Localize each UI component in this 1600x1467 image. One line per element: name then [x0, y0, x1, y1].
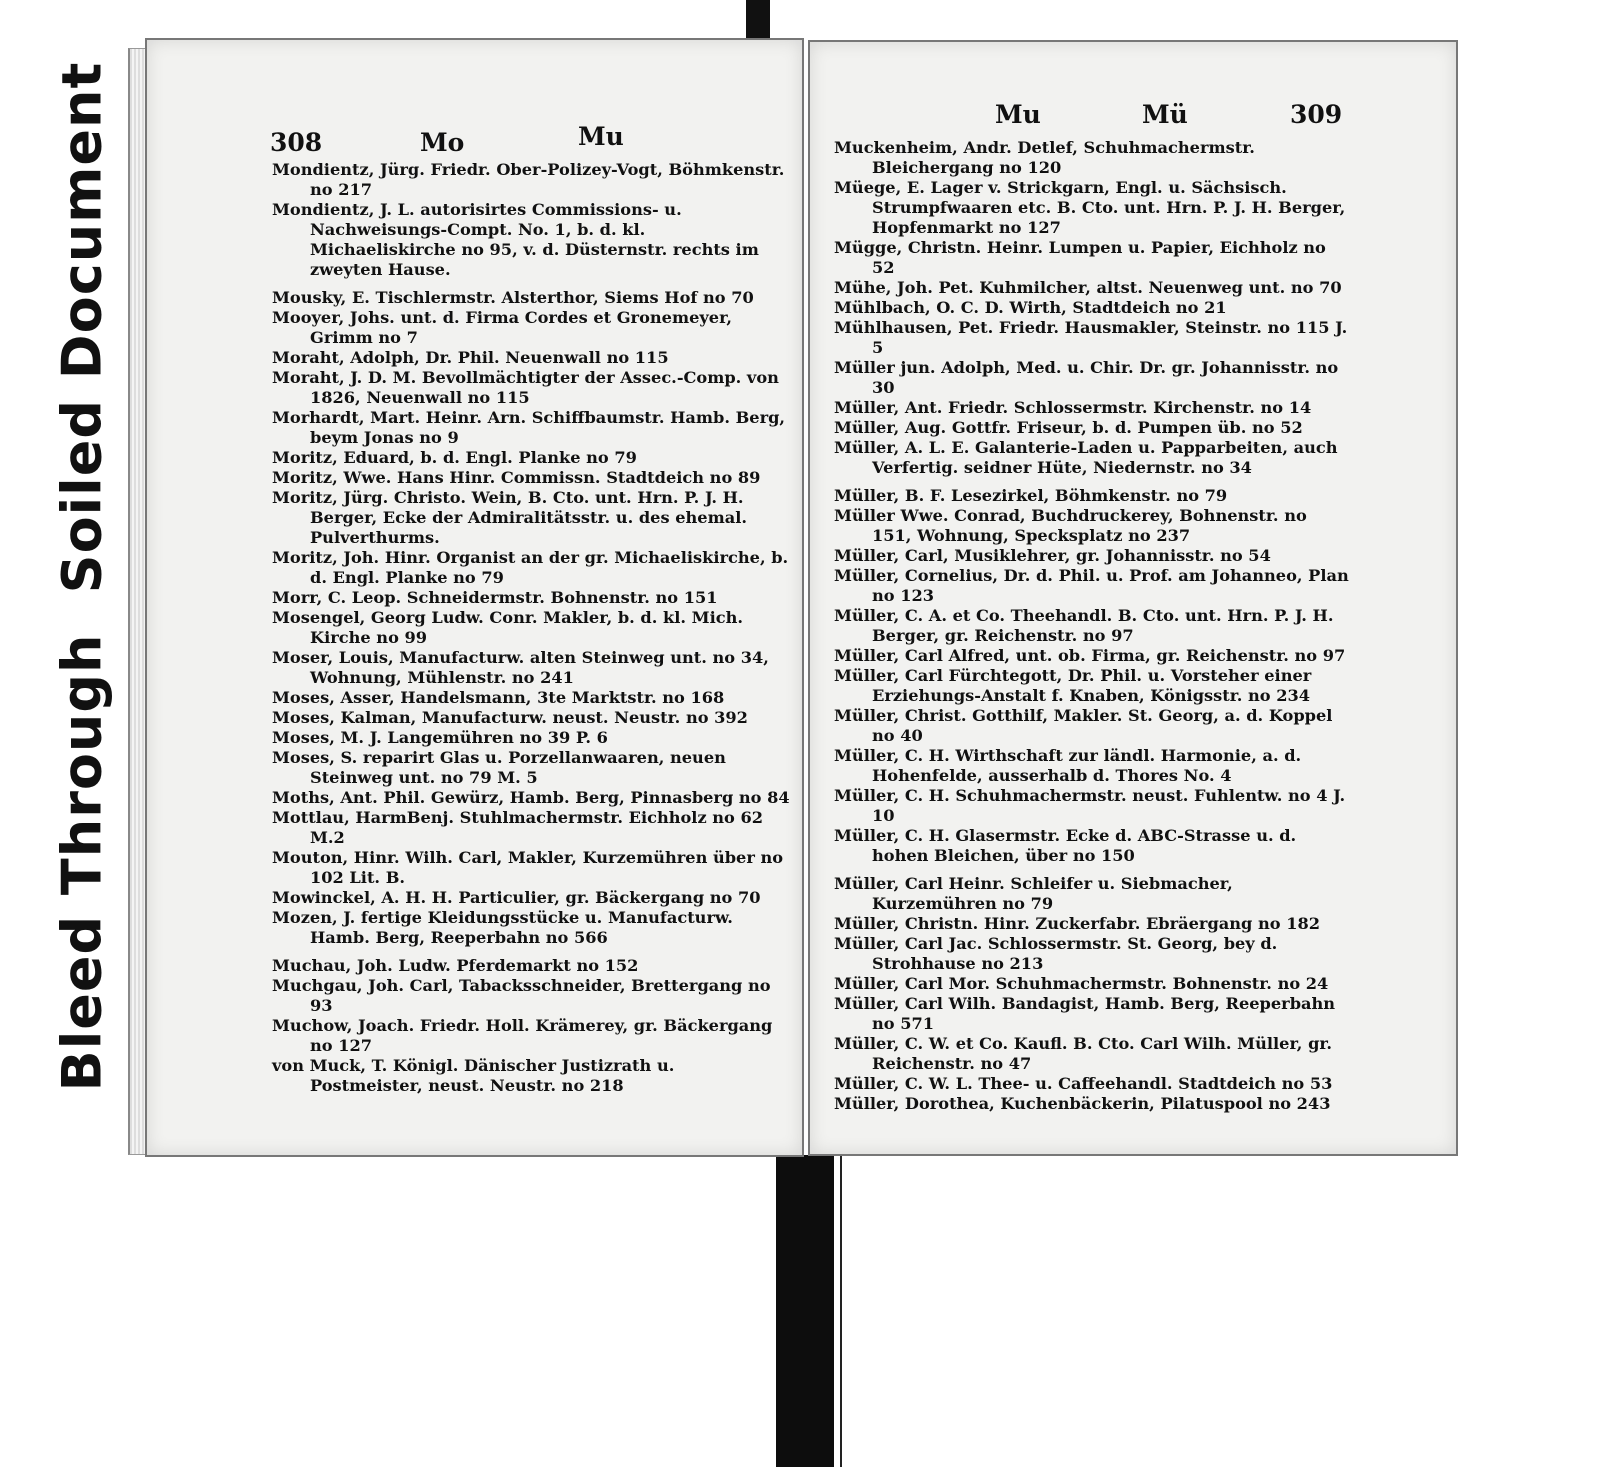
directory-entry: Müller, Carl Jac. Schlossermstr. St. Georg, bey d. Strohhause no 213: [834, 934, 1278, 973]
spine-edge-line: [840, 1155, 842, 1467]
directory-entry: Müller, Carl Heinr. Schleifer u. Siebmacher, Kurzemühren no 79: [834, 874, 1233, 913]
directory-entry: Müller jun. Adolph, Med. u. Chir. Dr. gr. Johannisstr. no 30: [834, 358, 1339, 397]
directory-entry: Mozen, J. fertige Kleidungsstücke u. Manufacturw. Hamb. Berg, Reeperbahn no 566: [272, 908, 733, 947]
directory-entry: Müller, C. W. et Co. Kaufl. B. Cto. Carl Wilh. Müller, gr. Reichenstr. no 47: [834, 1034, 1333, 1073]
right-page-head-right: Mü: [1142, 100, 1188, 129]
directory-entry: Müller, Carl Mor. Schuhmachermstr. Bohnenstr. no 24: [834, 974, 1329, 993]
directory-entry: Müege, E. Lager v. Strickgarn, Engl. u. Sächsisch. Strumpfwaaren etc. B. Cto. unt. Hrn. P. J. H. Berger, Hopfenmarkt no 127: [834, 178, 1346, 237]
directory-entry: Moths, Ant. Phil. Gewürz, Hamb. Berg, Pinnasberg no 84: [272, 788, 790, 807]
directory-entry: von Muck, T. Königl. Dänischer Justizrath u. Postmeister, neust. Neustr. no 218: [272, 1056, 675, 1095]
right-page-number: 309: [1290, 100, 1343, 129]
directory-entry: Müller, Cornelius, Dr. d. Phil. u. Prof. am Johanneo, Plan no 123: [834, 566, 1349, 605]
directory-entry: Müller, Carl Wilh. Bandagist, Hamb. Berg, Reeperbahn no 571: [834, 994, 1336, 1033]
soiled-document-text: Soiled Document: [50, 61, 114, 593]
directory-entry: Muchgau, Joh. Carl, Tabacksschneider, Brettergang no 93: [272, 976, 771, 1015]
book-spine-bottom: [776, 1155, 834, 1467]
bleed-through-label: [32, 625, 132, 1100]
directory-entry: Morhardt, Mart. Heinr. Arn. Schiffbaumstr. Hamb. Berg, beym Jonas no 9: [272, 408, 786, 447]
directory-entry: Müller, C. H. Glasermstr. Ecke d. ABC-Strasse u. d. hohen Bleichen, über no 150: [834, 826, 1297, 865]
directory-entry: Müller, Aug. Gottfr. Friseur, b. d. Pumpen üb. no 52: [834, 418, 1303, 437]
directory-entry: Moses, M. J. Langemühren no 39 P. 6: [272, 728, 608, 747]
directory-entry: Müller, B. F. Lesezirkel, Böhmkenstr. no 79: [834, 486, 1228, 505]
left-page-head-left: Mo: [420, 128, 465, 157]
directory-entry: Müller, Christ. Gotthilf, Makler. St. Georg, a. d. Koppel no 40: [834, 706, 1333, 745]
directory-entry: Müller, Carl, Musiklehrer, gr. Johannisstr. no 54: [834, 546, 1271, 565]
directory-entry: Mottlau, HarmBenj. Stuhlmachermstr. Eichholz no 62 M.2: [272, 808, 764, 847]
directory-entry: Moraht, Adolph, Dr. Phil. Neuenwall no 115: [272, 348, 669, 367]
right-page-entries: [834, 138, 1349, 1114]
directory-entry: Müller, Carl Fürchtegott, Dr. Phil. u. Vorsteher einer Erziehungs-Anstalt f. Knaben, Königsstr. no 234: [834, 666, 1312, 705]
directory-entry: Moser, Louis, Manufacturw. alten Steinweg unt. no 34, Wohnung, Mühlenstr. no 241: [272, 648, 769, 687]
soiled-document-label: [32, 62, 132, 592]
directory-entry: Mondientz, J. L. autorisirtes Commissions- u. Nachweisungs-Compt. No. 1, b. d. kl. Michaeliskirche no 95, v. d. Düsternstr. rechts im zweyten Hause.: [272, 200, 759, 279]
left-page-head-right: Mu: [578, 122, 624, 151]
directory-entry: Moses, S. reparirt Glas u. Porzellanwaaren, neuen Steinweg unt. no 79 M. 5: [272, 748, 726, 787]
directory-entry: Mooyer, Johs. unt. d. Firma Cordes et Gronemeyer, Grimm no 7: [272, 308, 733, 347]
directory-entry: Moritz, Joh. Hinr. Organist an der gr. Michaeliskirche, b. d. Engl. Planke no 79: [272, 548, 789, 587]
directory-entry: Mondientz, Jürg. Friedr. Ober-Polizey-Vogt, Böhmkenstr. no 217: [272, 160, 785, 199]
bleed-through-text: Bleed Through: [50, 633, 114, 1092]
directory-entry: Müller, C. H. Wirthschaft zur ländl. Harmonie, a. d. Hohenfelde, ausserhalb d. Thores No. 4: [834, 746, 1302, 785]
directory-entry: Müller, Christn. Hinr. Zuckerfabr. Ebräergang no 182: [834, 914, 1320, 933]
directory-entry: Mousky, E. Tischlermstr. Alsterthor, Siems Hof no 70: [272, 288, 754, 307]
directory-entry: Müller, Ant. Friedr. Schlossermstr. Kirchenstr. no 14: [834, 398, 1312, 417]
directory-entry: Mosengel, Georg Ludw. Conr. Makler, b. d. kl. Mich. Kirche no 99: [272, 608, 743, 647]
directory-entry: Müller Wwe. Conrad, Buchdruckerey, Bohnenstr. no 151, Wohnung, Specksplatz no 237: [834, 506, 1307, 545]
directory-entry: Mouton, Hinr. Wilh. Carl, Makler, Kurzemühren über no 102 Lit. B.: [272, 848, 784, 887]
directory-entry: Mühlhausen, Pet. Friedr. Hausmakler, Steinstr. no 115 J. 5: [834, 318, 1348, 357]
directory-entry: Moritz, Jürg. Christo. Wein, B. Cto. unt. Hrn. P. J. H. Berger, Ecke der Admiralitätsstr. u. des ehemal. Pulverthurms.: [272, 488, 747, 547]
directory-entry: Mügge, Christn. Heinr. Lumpen u. Papier, Eichholz no 52: [834, 238, 1326, 277]
directory-entry: Muchau, Joh. Ludw. Pferdemarkt no 152: [272, 956, 639, 975]
directory-entry: Müller, C. W. L. Thee- u. Caffeehandl. Stadtdeich no 53: [834, 1074, 1333, 1093]
directory-entry: Moses, Kalman, Manufacturw. neust. Neustr. no 392: [272, 708, 748, 727]
directory-entry: Moraht, J. D. M. Bevollmächtigter der Assec.-Comp. von 1826, Neuenwall no 115: [272, 368, 779, 407]
directory-entry: Müller, C. A. et Co. Theehandl. B. Cto. unt. Hrn. P. J. H. Berger, gr. Reichenstr. no 97: [834, 606, 1334, 645]
directory-entry: Mühe, Joh. Pet. Kuhmilcher, altst. Neuenweg unt. no 70: [834, 278, 1342, 297]
directory-entry: Moritz, Eduard, b. d. Engl. Planke no 79: [272, 448, 637, 467]
directory-entry: Moritz, Wwe. Hans Hinr. Commissn. Stadtdeich no 89: [272, 468, 761, 487]
directory-entry: Müller, A. L. E. Galanterie-Laden u. Papparbeiten, auch Verfertig. seidner Hüte, Niedernstr. no 34: [834, 438, 1338, 477]
directory-entry: Muchow, Joach. Friedr. Holl. Krämerey, gr. Bäckergang no 127: [272, 1016, 773, 1055]
directory-entry: Morr, C. Leop. Schneidermstr. Bohnenstr. no 151: [272, 588, 718, 607]
directory-entry: Müller, C. H. Schuhmachermstr. neust. Fuhlentw. no 4 J. 10: [834, 786, 1346, 825]
left-page-entries: [272, 160, 792, 1096]
left-page-number: 308: [270, 128, 323, 157]
directory-entry: Muckenheim, Andr. Detlef, Schuhmachermstr. Bleichergang no 120: [834, 138, 1255, 177]
directory-entry: Müller, Dorothea, Kuchenbäckerin, Pilatuspool no 243: [834, 1094, 1331, 1113]
right-page-head-left: Mu: [995, 100, 1041, 129]
directory-entry: Müller, Carl Alfred, unt. ob. Firma, gr. Reichenstr. no 97: [834, 646, 1346, 665]
directory-entry: Mühlbach, O. C. D. Wirth, Stadtdeich no 21: [834, 298, 1227, 317]
directory-entry: Moses, Asser, Handelsmann, 3te Marktstr. no 168: [272, 688, 725, 707]
directory-entry: Mowinckel, A. H. H. Particulier, gr. Bäckergang no 70: [272, 888, 761, 907]
